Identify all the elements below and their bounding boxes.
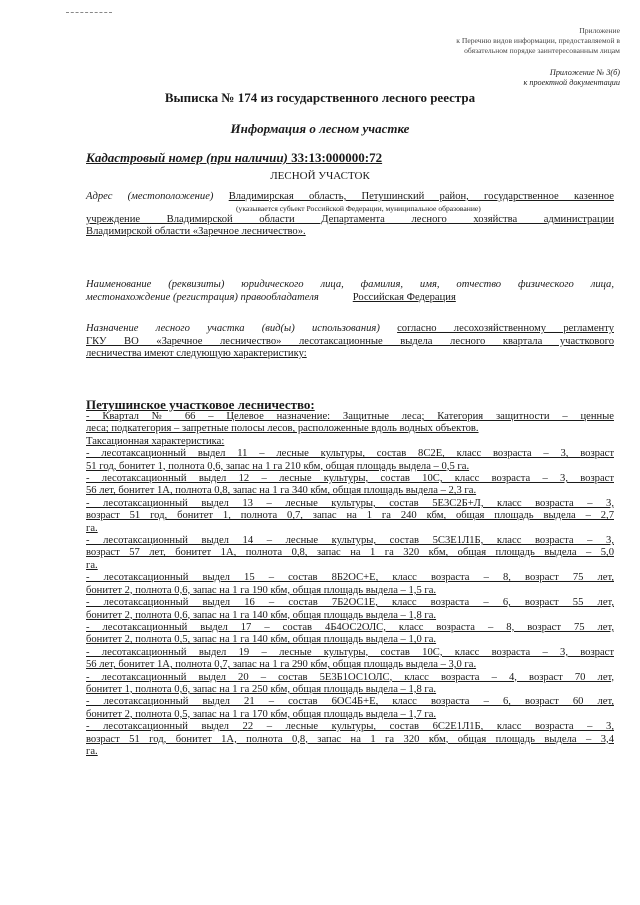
text-line: - Квартал № 66 – Целевое назначение: Защитные леса; Категория защитности – ценные <box>86 411 614 422</box>
text-line: Таксационная характеристика: <box>86 435 225 447</box>
annex-line: Приложение <box>579 26 620 35</box>
text-line: - лесотаксационный выдел 17 – состав 4Б4ОС2ОЛС, класс возраста – 8, возраст 75 лет, <box>86 621 614 633</box>
address-line-1 <box>86 191 614 204</box>
text-line: бонитет 2, полнота 0,5, запас на 1 га 140 кбм, общая площадь выдела – 1,0 га. <box>86 634 437 646</box>
text-line: возраст 51 год, бонитет 1А, полнота 0,8, запас на 1 га 320 кбм, общая площадь выдела – 3,4 <box>86 733 614 745</box>
text-line: 51 год, бонитет 1, полнота 0,6, запас на 1 га 210 кбм, общая площадь выдела – 0,5 га. <box>86 460 470 472</box>
text-line: - лесотаксационный выдел 20 – состав 5Е3Б1ОС1ОЛС, класс возраста – 4, возраст 70 лет, <box>86 671 614 683</box>
corner-mark <box>66 12 112 13</box>
text-line: - лесотаксационный выдел 19 – лесные культуры, состав 10С, класс возраста – 3, возраст <box>86 646 614 658</box>
annex-project-block <box>450 68 620 88</box>
text-line: бонитет 2, полнота 0,5, запас на 1 га 170 кбм, общая площадь выдела – 1,7 га. <box>86 708 437 720</box>
cadastral-value: 33:13:000000:72 <box>291 150 383 165</box>
owner-label-2: местонахождение (регистрация) правообладателя <box>86 291 319 303</box>
text-line: - лесотаксационный выдел 22 – лесные культуры, состав 6С2Е1Л1Б, класс возраста – 3, <box>86 721 614 733</box>
address-block <box>86 191 614 239</box>
address-value-1: Владимирская область, Петушинский район, государственное казенное <box>228 191 614 202</box>
address-note: (указывается субъект Российской Федерации, муниципальное образование) <box>236 203 481 213</box>
text-line: бонитет 2, полнота 0,6, запас на 1 га 190 кбм, общая площадь выдела – 1,5 га. <box>86 584 437 596</box>
text-line: бонитет 1, полнота 0,6, запас на 1 га 250 кбм, общая площадь выдела – 1,8 га. <box>86 683 437 695</box>
document-title: Выписка № 174 из государственного лесного реестра <box>164 90 476 105</box>
text-line: 56 лет, бонитет 1А, полнота 0,7, запас на 1 га 290 кбм, общая площадь выдела – 3,0 га. <box>86 659 477 671</box>
owner-value: Российская Федерация <box>352 291 456 303</box>
text-line: га. <box>86 745 98 757</box>
text-line: - лесотаксационный выдел 13 – лесные культуры, состав 5Е3С2Б+Л, класс возраста – 3, <box>86 497 614 509</box>
forest-plots-lines <box>86 411 614 758</box>
section-title: ЛЕСНОЙ УЧАСТОК <box>270 170 370 182</box>
text-line: - лесотаксационный выдел 16 – состав 7Б2ОС1Е, класс возраста – 6, возраст 55 лет, <box>86 597 614 609</box>
text-line: - лесотаксационный выдел 15 – состав 8Б2ОС+Е, класс возраста – 8, возраст 75 лет, <box>86 572 614 584</box>
cadastral-label: Кадастровый номер (при наличии) <box>86 150 288 165</box>
purpose-value-1: согласно лесохозяйственному регламенту <box>397 323 614 334</box>
text-line: леса; подкатегория – запретные полосы лесов, расположенные вдоль водных объектов. <box>86 423 479 435</box>
address-value-3: Владимирской области «Заречное лесничество». <box>86 226 306 238</box>
annex-line: обязательном порядке заинтересованным лицам <box>464 46 620 55</box>
purpose-value-2: ГКУ ВО «Заречное лесничество» лесотаксационные выдела лесного квартала участкового <box>86 335 614 347</box>
text-line: - лесотаксационный выдел 11 – лесные культуры, состав 8С2Е, класс возраста – 3, возраст <box>86 448 614 460</box>
forest-plots-text <box>86 411 614 758</box>
text-line: возраст 51 год, бонитет 1, полнота 0,7, запас на 1 га 240 кбм, общая площадь выдела – 2,7 <box>86 510 614 522</box>
address-value-2: учреждение Владимирской области Департамента лесного хозяйства администрации <box>86 213 614 225</box>
text-line: га. <box>86 522 98 534</box>
text-line: га. <box>86 559 98 571</box>
annex-line: Приложение № 3(б) <box>549 68 620 77</box>
text-line: - лесотаксационный выдел 12 – лесные культуры, состав 10С, класс возраста – 3, возраст <box>86 473 614 485</box>
text-line: бонитет 2, полнота 0,6, запас на 1 га 140 кбм, общая площадь выдела – 1,8 га. <box>86 609 437 621</box>
owner-line-2 <box>86 292 614 305</box>
document-subtitle: Информация о лесном участке <box>230 121 410 136</box>
text-line: - лесотаксационный выдел 14 – лесные культуры, состав 5С3Е1Л1Б, класс возраста – 3, <box>86 535 614 547</box>
forestry-header: Петушинское участковое лесничество: <box>86 397 315 412</box>
purpose-line-1 <box>86 323 614 336</box>
purpose-value-3: лесничества имеют следующую характеристику: <box>86 348 307 360</box>
text-line: 56 лет, бонитет 1А, полнота 0,8, запас на 1 га 340 кбм, общая площадь выдела – 2,3 га. <box>86 485 477 497</box>
text-line: возраст 57 лет, бонитет 1А, полнота 0,8, запас на 1 га 320 кбм, общая площадь выдела – 5,0 <box>86 547 614 559</box>
owner-block <box>86 279 614 304</box>
purpose-block <box>86 323 614 361</box>
address-label: Адрес (местоположение) <box>86 191 214 202</box>
annex-line: к Перечню видов информации, предоставляемой в <box>456 36 620 45</box>
text-line: - лесотаксационный выдел 21 – состав 6ОС4Б+Е, класс возраста – 6, возраст 60 лет, <box>86 696 614 708</box>
owner-label-1: Наименование (реквизиты) юридического лица, фамилия, имя, отчество физического лица, <box>86 279 614 290</box>
annex-block <box>410 26 620 56</box>
purpose-label: Назначение лесного участка (вид(ы) использования) <box>86 323 380 334</box>
cadastral-number <box>86 150 382 166</box>
annex-line: к проектной документации <box>523 78 620 87</box>
